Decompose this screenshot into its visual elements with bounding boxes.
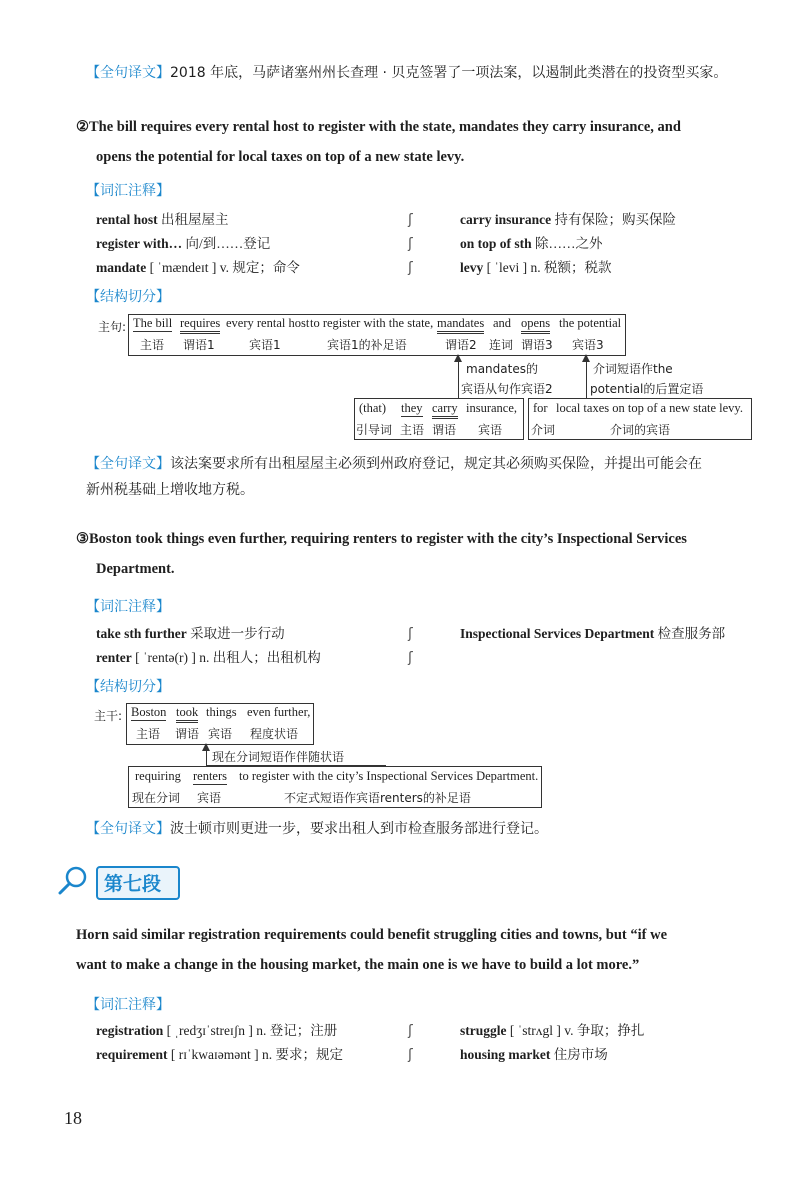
full-translation-tag: 【全句译文】 — [86, 821, 170, 837]
note: potential的后置定语 — [590, 382, 704, 396]
word: insurance, — [466, 401, 518, 415]
vocab-item: Inspectional Services Department 检查服务部 — [460, 626, 726, 641]
main-clause-label: 主句: — [98, 320, 127, 334]
word: every rental host — [226, 316, 310, 330]
vocab-notes-tag: 【词汇注释】 — [86, 599, 170, 615]
connector-line — [206, 751, 207, 765]
word: things — [206, 705, 237, 719]
structure-tag: 【结构切分】 — [86, 679, 170, 695]
vocab-notes-tag: 【词汇注释】 — [86, 997, 170, 1013]
role: 介词的宾语 — [610, 423, 671, 437]
full-translation-tag: 【全句译文】 — [86, 456, 170, 472]
sentence-3 — [76, 524, 776, 584]
section-title: 第七段 — [104, 873, 162, 895]
note: 宾语从句作宾语2 — [461, 382, 553, 396]
role: 不定式短语作宾语renters的补足语 — [284, 791, 471, 805]
vocab-item: requirement [ rɪˈkwaɪəmənt ] n. 要求；规定 — [96, 1047, 343, 1062]
vocab-divider: ʃ ʃ ʃ — [408, 212, 413, 276]
role: 主语 — [400, 423, 425, 437]
word: Boston — [131, 705, 167, 719]
full-translation-tag: 【全句译文】 — [86, 65, 170, 81]
word: for — [533, 401, 548, 415]
page-number: 18 — [64, 1108, 82, 1128]
role: 介词 — [531, 423, 556, 437]
translation-3: 【全句译文】波士顿市则更进一步，要求出租人到市检查服务部进行登记。 — [86, 821, 548, 837]
vocab-item: rental host 出租屋屋主 — [96, 212, 229, 227]
vocab-left — [96, 1019, 343, 1067]
main-clause-label: 主干: — [94, 709, 123, 723]
vocab-item: register with… 向/到……登记 — [96, 236, 271, 251]
word: requires — [180, 316, 220, 334]
word: (that) — [359, 401, 387, 415]
magnifier-icon — [56, 864, 90, 898]
role: 谓语1 — [183, 338, 215, 352]
role: 现在分词 — [132, 791, 181, 805]
sentence-line: The bill requires every rental host to register with the state, mandates they carry insurance, and — [89, 119, 681, 135]
vocab-notes-tag: 【词汇注释】 — [86, 183, 170, 199]
vocab-item: levy [ ˈlevi ] n. 税额；税款 — [460, 260, 612, 275]
vocab-left — [96, 622, 321, 670]
word: requiring — [135, 769, 181, 783]
role: 谓语 — [175, 727, 200, 741]
role: 宾语 — [478, 423, 503, 437]
structure-tag: 【结构切分】 — [86, 289, 170, 305]
role: 宾语 — [208, 727, 233, 741]
sentence-number: ② — [76, 119, 89, 135]
note: 现在分词短语作伴随状语 — [212, 750, 345, 764]
role: 主语 — [140, 338, 165, 352]
vocab-right — [460, 622, 725, 646]
word: opens — [521, 316, 550, 334]
word: took — [176, 705, 198, 723]
section-header — [56, 864, 90, 902]
arrow-up-icon — [582, 354, 590, 362]
word: the potential — [559, 316, 622, 330]
sentence-line: Horn said similar registration requirements could benefit struggling cities and towns, but “if we — [76, 927, 668, 943]
word: and — [493, 316, 512, 330]
vocab-item: struggle [ ˈstrʌgl ] v. 争取；挣扎 — [460, 1023, 645, 1038]
sentence-line: Boston took things even further, requiring renters to register with the city’s Inspectional Services — [89, 531, 687, 547]
vocab-item: renter [ ˈrentə(r) ] n. 出租人；出租机构 — [96, 650, 321, 665]
word: local taxes on top of a new state levy. — [556, 401, 743, 415]
word: they — [401, 401, 423, 415]
sentence-line: opens the potential for local taxes on top of a new state levy. — [96, 149, 465, 165]
role: 程度状语 — [250, 727, 299, 741]
vocab-left — [96, 208, 300, 280]
vocab-item: take sth further 采取进一步行动 — [96, 626, 285, 641]
vocab-right — [460, 1019, 644, 1067]
role: 谓语3 — [521, 338, 553, 352]
role: 宾语3 — [572, 338, 604, 352]
word: carry — [432, 401, 458, 419]
word: renters — [193, 769, 228, 783]
word: to register with the state, — [310, 316, 434, 330]
role: 宾语1的补足语 — [327, 338, 407, 352]
vocab-item: on top of sth 除……之外 — [460, 236, 603, 251]
translation-2: 【全句译文】该法案要求所有出租屋屋主必须到州政府登记，规定其必须购买保险，并提出可能会在 新州税基础上增收地方税。 — [86, 456, 702, 498]
vocab-item: mandate [ ˈmændeɪt ] v. 规定；命令 — [96, 260, 300, 275]
note: 介词短语作the — [593, 362, 673, 376]
vocab-item: housing market 住房市场 — [460, 1047, 608, 1062]
sentence-number: ③ — [76, 531, 89, 547]
top-translation — [86, 62, 727, 82]
word: The bill — [133, 316, 173, 330]
vocab-item: carry insurance 持有保险；购买保险 — [460, 212, 676, 227]
role: 宾语1 — [249, 338, 281, 352]
vocab-right — [460, 208, 676, 280]
word: to register with the city’s Inspectional Services Department. — [239, 769, 539, 783]
connector-line — [458, 362, 459, 398]
sentence-2 — [76, 112, 776, 172]
role: 谓语2 — [445, 338, 477, 352]
translation-text: 2018 年底，马萨诸塞州州长查理 · 贝克签署了一项法案，以遏制此类潜在的投资型买家。 — [170, 65, 728, 81]
sentence-line: Department. — [96, 561, 175, 577]
vocab-divider: ʃ ʃ — [408, 626, 413, 666]
vocab-item: registration [ ˌredʒɪˈstreɪʃn ] n. 登记；注册 — [96, 1023, 338, 1038]
role: 宾语 — [197, 791, 222, 805]
role: 主语 — [136, 727, 161, 741]
role: 引导词 — [356, 423, 393, 437]
note: mandates的 — [466, 362, 538, 376]
sentence-line: want to make a change in the housing market, the main one is we have to build a lot more.” — [76, 957, 640, 973]
word: mandates — [437, 316, 484, 334]
arrow-up-icon — [202, 743, 210, 751]
arrow-up-icon — [454, 354, 462, 362]
role: 连词 — [489, 338, 514, 352]
connector-line — [586, 362, 587, 398]
paragraph-7 — [76, 920, 776, 980]
word: even further, — [247, 705, 311, 719]
role: 谓语 — [432, 423, 457, 437]
vocab-divider: ʃ ʃ — [408, 1023, 413, 1063]
